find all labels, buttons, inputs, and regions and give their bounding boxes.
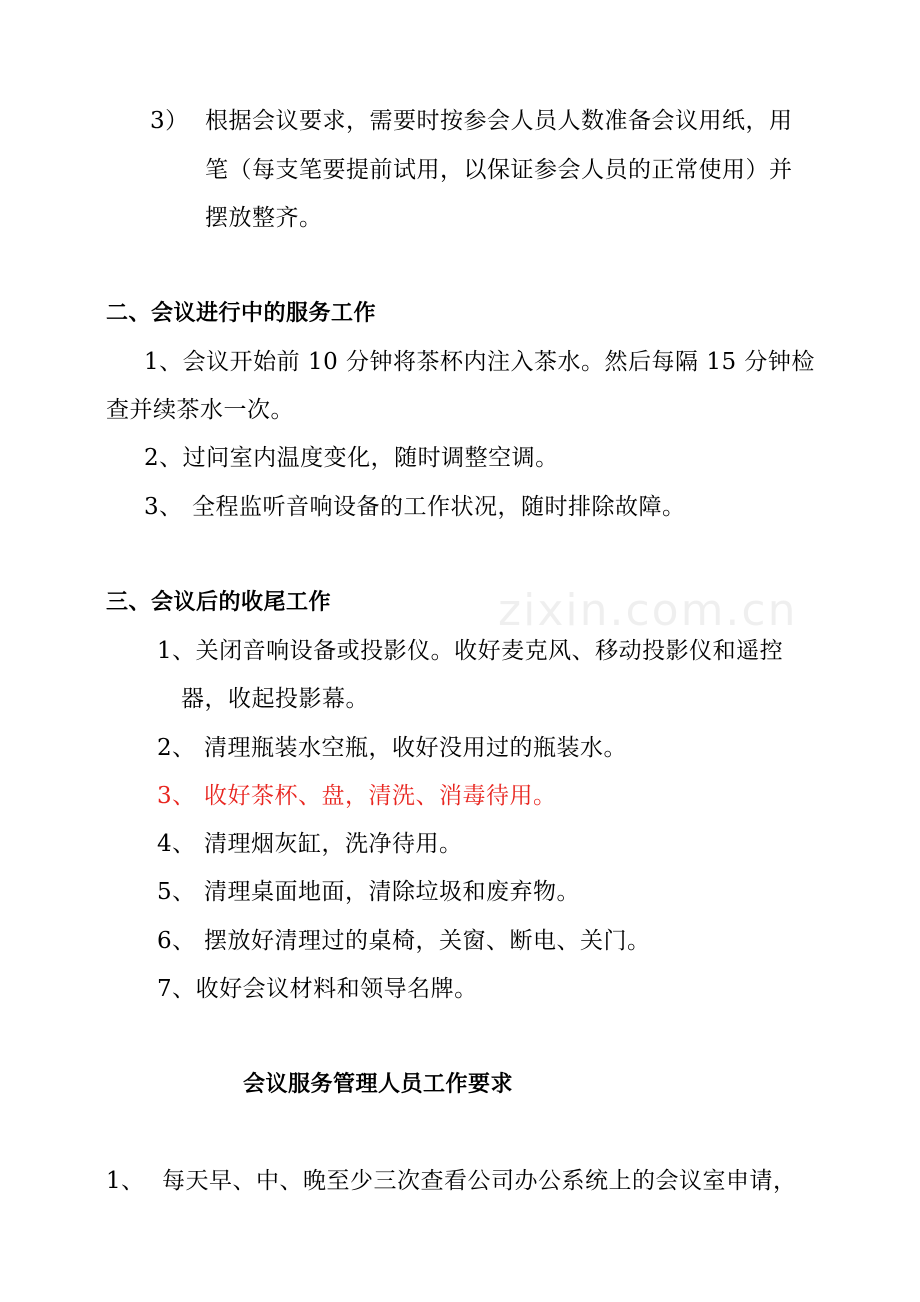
prep-item-3-text-line2: 笔（每支笔要提前试用，以保证参会人员的正常使用）并 bbox=[205, 157, 793, 183]
section-2-item-2: 2、过问室内温度变化，随时调整空调。 bbox=[144, 445, 559, 471]
section-2-item-3 bbox=[144, 492, 686, 522]
section-4-item-1 bbox=[106, 1166, 797, 1196]
section-4-title: 会议服务管理人员工作要求 bbox=[243, 1072, 514, 1097]
section-3-item-5-text: 清理桌面地面，清除垃圾和废弃物。 bbox=[204, 879, 580, 905]
prep-item-3-number: 3） bbox=[150, 108, 189, 134]
section-3-item-2-text: 清理瓶装水空瓶，收好没用过的瓶装水。 bbox=[204, 735, 627, 761]
section-3-item-4-text: 清理烟灰缸，洗净待用。 bbox=[204, 831, 463, 857]
section-3-item-5-number: 5、 bbox=[157, 879, 196, 905]
section-3-item-6-number: 6、 bbox=[157, 928, 196, 954]
section-3-item-3-text: 收好茶杯、盘，清洗、消毒待用。 bbox=[204, 783, 557, 809]
section-3-item-3-number: 3、 bbox=[157, 783, 196, 809]
section-3-item-5 bbox=[157, 877, 580, 907]
prep-item-3-text-line1: 根据会议要求，需要时按参会人员人数准备会议用纸，用 bbox=[205, 108, 793, 134]
prep-item-3-text-line3: 摆放整齐。 bbox=[205, 205, 323, 231]
section-3-item-6-text: 摆放好清理过的桌椅，关窗、断电、关门。 bbox=[204, 928, 651, 954]
section-3-item-2-number: 2、 bbox=[157, 735, 196, 761]
section-3-item-7: 7、收好会议材料和领导名牌。 bbox=[157, 976, 478, 1002]
section-2-item-3-text: 全程监听音响设备的工作状况，随时排除故障。 bbox=[192, 494, 686, 520]
watermark: zixin.com.cn bbox=[498, 585, 798, 636]
section-3-item-3-highlighted bbox=[157, 781, 557, 811]
section-4-item-1-text: 每天早、中、晚至少三次查看公司办公系统上的会议室申请， bbox=[162, 1168, 797, 1194]
section-2-item-1-line1: 1、会议开始前 10 分钟将茶杯内注入茶水。然后每隔 15 分钟检 bbox=[144, 349, 815, 375]
section-3-item-1-line2: 器，收起投影幕。 bbox=[181, 686, 369, 712]
section-2-item-3-number: 3、 bbox=[144, 494, 183, 520]
prep-item-3 bbox=[150, 106, 793, 136]
section-3-item-1-line1: 1、关闭音响设备或投影仪。收好麦克风、移动投影仪和遥控 bbox=[157, 638, 784, 664]
section-2-item-1-line2: 查并续茶水一次。 bbox=[106, 397, 294, 423]
section-3-item-4-number: 4、 bbox=[157, 831, 196, 857]
section-3-item-6 bbox=[157, 926, 651, 956]
section-4-item-1-number: 1、 bbox=[106, 1168, 145, 1194]
section-3-item-4 bbox=[157, 829, 463, 859]
section-3-item-2 bbox=[157, 733, 627, 763]
section-3-heading: 三、会议后的收尾工作 bbox=[106, 590, 332, 615]
section-2-heading: 二、会议进行中的服务工作 bbox=[106, 301, 377, 326]
